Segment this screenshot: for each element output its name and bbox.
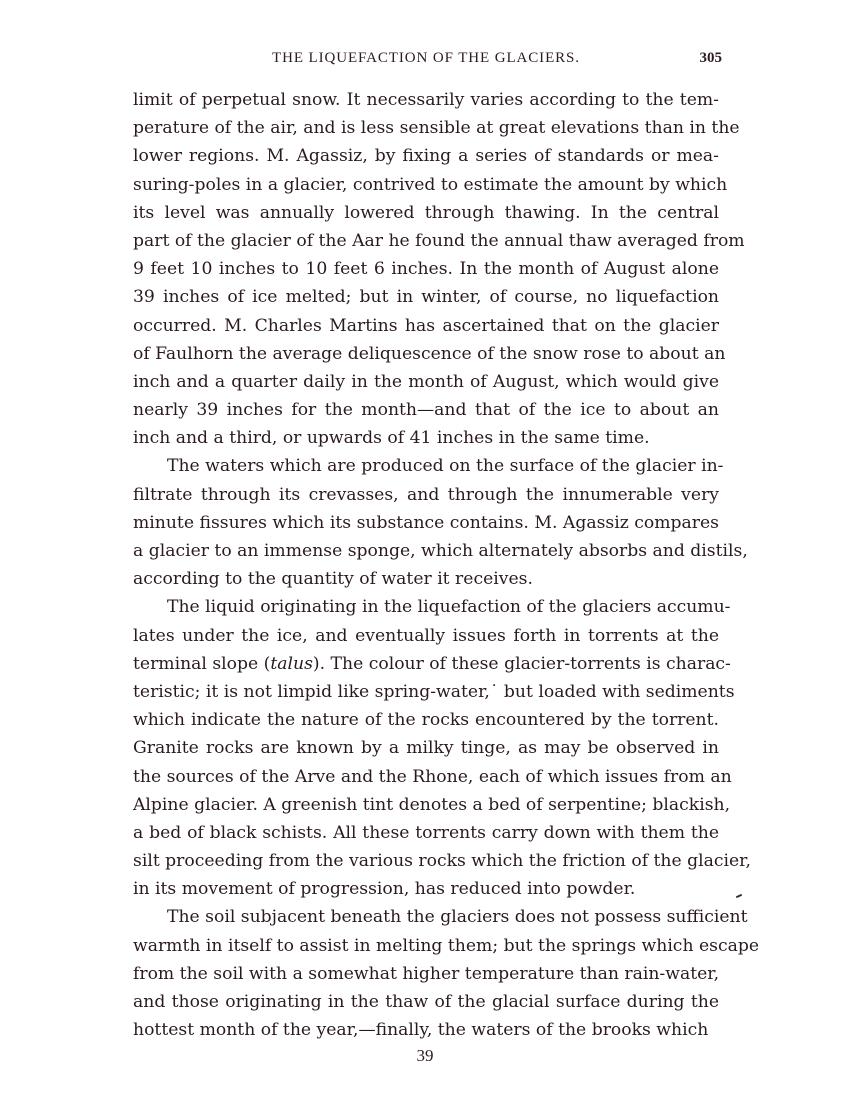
text-line: part of the glacier of the Aar he found the annual thaw averaged from: [133, 230, 745, 251]
running-title: THE LIQUEFACTION OF THE GLACIERS.: [272, 50, 580, 66]
text-line: filtrate through its crevasses, and through the innumerable very: [133, 484, 719, 505]
body-text: [133, 86, 760, 1044]
text-line: inch and a quarter daily in the month of August, which would give: [133, 371, 719, 392]
text-line: nearly 39 inches for the month—and that of the ice to about an: [133, 400, 719, 421]
text-line: a glacier to an immense sponge, which alternately absorbs and distils,: [133, 541, 748, 561]
text-line: Alpine glacier. A greenish tint denotes a bed of serpentine; blackish,: [133, 794, 731, 815]
text-line: occurred. M. Charles Martins has ascertained that on the glacier: [133, 315, 719, 336]
text-line: the sources of the Arve and the Rhone, each of which issues from an: [133, 766, 732, 787]
text-line: warmth in itself to assist in melting them; but the springs which escape: [133, 935, 760, 956]
paragraph: [133, 86, 745, 452]
text-line: from the soil with a somewhat higher temperature than rain-water,: [133, 963, 720, 984]
text-line: lower regions. M. Agassiz, by fixing a series of standards or mea-: [133, 146, 719, 167]
stray-ink-mark: [736, 894, 742, 898]
text-line: silt proceeding from the various rocks which the friction of the glacier,: [133, 851, 751, 872]
text-line: suring-poles in a glacier, contrived to estimate the amount by which: [133, 174, 728, 195]
text-line: 9 feet 10 inches to 10 feet 6 inches. In the month of August alone: [133, 259, 719, 280]
text-line: of Faulhorn the average deliquescence of the snow rose to about an: [133, 343, 726, 364]
text-line: in its movement of progression, has reduced into powder.: [133, 879, 636, 900]
paragraph: [133, 593, 751, 903]
text-line: according to the quantity of water it receives.: [133, 569, 533, 590]
text-line: limit of perpetual snow. It necessarily varies according to the tem-: [133, 90, 719, 110]
text-line: and those originating in the thaw of the glacial surface during the: [133, 992, 719, 1012]
text-line: The soil subjacent beneath the glaciers does not possess sufficient: [167, 907, 748, 928]
text-line: which indicate the nature of the rocks encountered by the torrent.: [133, 710, 719, 731]
page-number: 305: [699, 50, 722, 66]
text-line: inch and a third, or upwards of 41 inches in the same time.: [133, 428, 650, 449]
paragraph: [133, 452, 748, 593]
signature-mark: 39: [416, 1046, 434, 1065]
text-line: its level was annually lowered through thawing. In the central: [133, 202, 719, 223]
text-line: perature of the air, and is less sensible at great elevations than in the: [133, 118, 740, 139]
running-head: [130, 50, 722, 74]
paragraph: [133, 903, 760, 1044]
text-line: minute fissures which its substance contains. M. Agassiz compares: [133, 512, 719, 533]
text-line: hottest month of the year,—finally, the waters of the brooks which: [133, 1020, 709, 1041]
text-line: Granite rocks are known by a milky tinge, as may be observed in: [133, 738, 719, 759]
text-line: The waters which are produced on the surface of the glacier in-: [167, 456, 724, 477]
text-line: lates under the ice, and eventually issues forth in torrents at the: [133, 625, 719, 646]
italic-term: talus: [270, 653, 313, 674]
text-line: The liquid originating in the liquefaction of the glaciers accumu-: [167, 597, 731, 618]
text-line: 39 inches of ice melted; but in winter, of course, no liquefaction: [133, 287, 719, 308]
text-line: teristic; it is not limpid like spring-water,˙ but loaded with sediments: [133, 681, 735, 702]
text-line: a bed of black schists. All these torrents carry down with them the: [133, 822, 719, 843]
text-line: terminal slope (talus). The colour of these glacier-torrents is charac-: [133, 653, 731, 674]
